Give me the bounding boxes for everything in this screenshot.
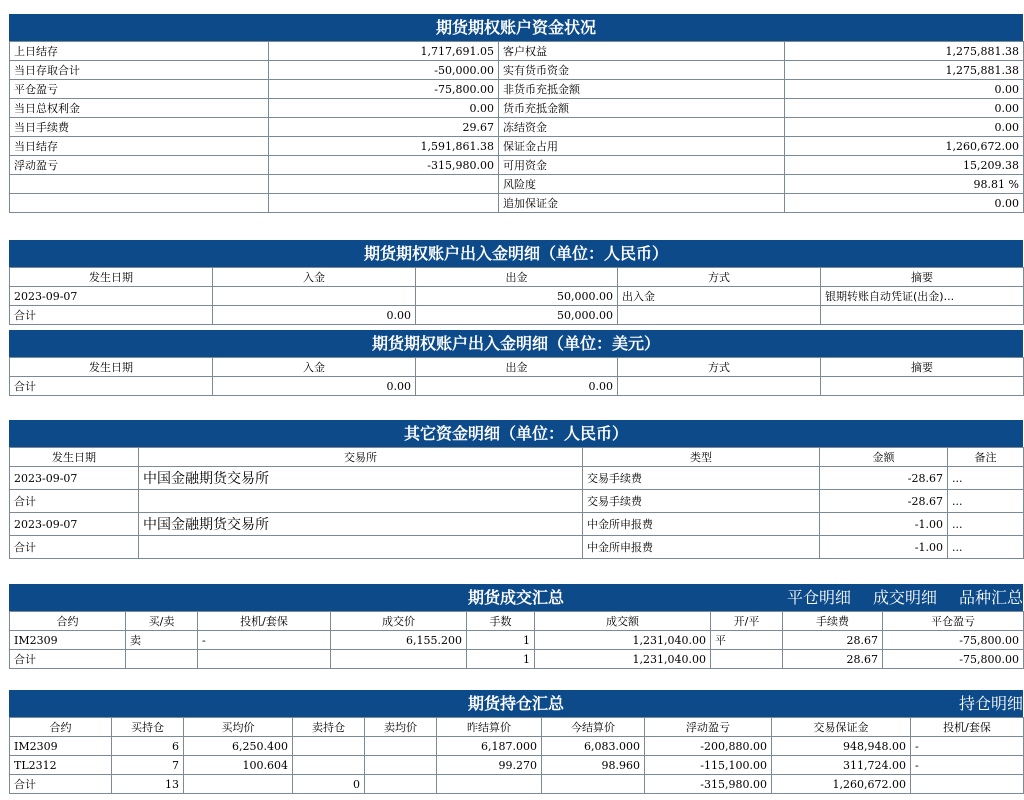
table-cell: -315,980.00 (269, 156, 499, 175)
table-cell: 2023-09-07 (10, 467, 139, 490)
position-row (10, 775, 1024, 794)
table-cell (618, 306, 821, 325)
table-cell: 交易手续费 (583, 490, 820, 513)
table-cell: 2023-09-07 (10, 287, 213, 306)
column-header: 入金 (213, 358, 416, 377)
table-cell (365, 775, 437, 794)
column-header: 卖持仓 (293, 718, 365, 737)
table-cell: 可用资金 (499, 156, 785, 175)
account-row (10, 42, 1024, 61)
table-cell: 0.00 (785, 80, 1024, 99)
table-cell: 当日手续费 (10, 118, 269, 137)
trade-row (10, 650, 1024, 669)
table-cell: 50,000.00 (416, 306, 618, 325)
header-link[interactable]: 平仓明细 (786, 588, 851, 607)
column-header: 买/卖 (126, 612, 198, 631)
table-cell (365, 756, 437, 775)
table-cell: IM2309 (10, 631, 126, 650)
account-status-table (9, 41, 1024, 213)
other-funds-row (10, 513, 1024, 536)
table-cell: 50,000.00 (416, 287, 618, 306)
column-header: 买持仓 (112, 718, 184, 737)
table-cell: 1 (467, 650, 535, 669)
table-cell: -75,800.00 (883, 650, 1024, 669)
column-header: 发生日期 (10, 448, 139, 467)
table-cell: 当日结存 (10, 137, 269, 156)
table-cell: - (911, 737, 1024, 756)
table-cell: 98.960 (542, 756, 645, 775)
table-cell (139, 490, 583, 513)
account-row (10, 61, 1024, 80)
trades-table (9, 611, 1024, 669)
table-cell: 中国金融期货交易所 (139, 513, 583, 536)
trades-links (765, 584, 1023, 611)
column-header: 手续费 (783, 612, 883, 631)
table-cell (911, 775, 1024, 794)
table-cell (711, 650, 783, 669)
table-cell: 99.270 (437, 756, 542, 775)
table-cell: 风险度 (499, 175, 785, 194)
table-cell (365, 737, 437, 756)
table-cell: 1,591,861.38 (269, 137, 499, 156)
column-header: 买均价 (184, 718, 293, 737)
column-header: 合约 (10, 718, 112, 737)
table-cell: 1 (467, 631, 535, 650)
table-cell: 实有货币资金 (499, 61, 785, 80)
position-row (10, 756, 1024, 775)
table-cell: 100.604 (184, 756, 293, 775)
column-header: 成交价 (331, 612, 467, 631)
table-cell (269, 194, 499, 213)
table-cell: 合计 (10, 377, 213, 396)
cny-flow-row (10, 306, 1024, 325)
column-header: 金额 (820, 448, 948, 467)
usd-flow-row (10, 377, 1024, 396)
table-cell: 0 (293, 775, 365, 794)
account-row (10, 118, 1024, 137)
table-cell: -28.67 (820, 467, 948, 490)
table-cell: ... (948, 490, 1024, 513)
other-funds-table (9, 447, 1024, 559)
table-cell (331, 650, 467, 669)
account-status-title: 期货期权账户资金状况 (9, 14, 1023, 41)
column-header: 浮动盈亏 (645, 718, 772, 737)
table-cell: -315,980.00 (645, 775, 772, 794)
table-cell: 1,260,672.00 (772, 775, 911, 794)
table-cell (293, 756, 365, 775)
table-cell (821, 377, 1024, 396)
other-funds-row (10, 536, 1024, 559)
table-cell: 1,275,881.38 (785, 61, 1024, 80)
table-cell: 货币充抵金额 (499, 99, 785, 118)
table-cell (139, 536, 583, 559)
table-cell (198, 650, 331, 669)
table-cell (542, 775, 645, 794)
usd-flow-title: 期货期权账户出入金明细（单位：美元） (9, 330, 1023, 357)
table-cell: 上日结存 (10, 42, 269, 61)
column-header: 发生日期 (10, 358, 213, 377)
table-cell: -200,880.00 (645, 737, 772, 756)
table-cell: 1,275,881.38 (785, 42, 1024, 61)
table-cell: -28.67 (820, 490, 948, 513)
table-cell: 6,250.400 (184, 737, 293, 756)
other-funds-title: 其它资金明细（单位：人民币） (9, 420, 1023, 447)
trades-section (9, 584, 1023, 669)
table-cell (10, 194, 269, 213)
column-header: 昨结算价 (437, 718, 542, 737)
table-cell (10, 175, 269, 194)
table-cell: -50,000.00 (269, 61, 499, 80)
column-header: 平仓盈亏 (883, 612, 1024, 631)
column-header: 方式 (618, 268, 821, 287)
cny-flow-section (9, 240, 1023, 325)
header-link[interactable]: 成交明细 (872, 588, 937, 607)
table-cell (293, 737, 365, 756)
table-cell: 0.00 (785, 99, 1024, 118)
account-row (10, 137, 1024, 156)
table-cell: 0.00 (785, 194, 1024, 213)
table-cell: 1,260,672.00 (785, 137, 1024, 156)
table-cell (184, 775, 293, 794)
account-row (10, 99, 1024, 118)
table-cell (618, 377, 821, 396)
cny-flow-title: 期货期权账户出入金明细（单位：人民币） (9, 240, 1023, 267)
table-cell: 合计 (10, 306, 213, 325)
table-cell: -115,100.00 (645, 756, 772, 775)
table-cell: -1.00 (820, 513, 948, 536)
table-cell: - (911, 756, 1024, 775)
table-cell: -75,800.00 (883, 631, 1024, 650)
table-cell: 0.00 (416, 377, 618, 396)
table-cell: 中金所申报费 (583, 536, 820, 559)
account-status-section (9, 14, 1023, 213)
column-header: 方式 (618, 358, 821, 377)
column-header: 摘要 (821, 268, 1024, 287)
table-cell: 29.67 (269, 118, 499, 137)
table-cell: 浮动盈亏 (10, 156, 269, 175)
table-cell: 15,209.38 (785, 156, 1024, 175)
table-cell: 6,187.000 (437, 737, 542, 756)
position-row (10, 737, 1024, 756)
table-cell: 0.00 (213, 377, 416, 396)
trades-title: 期货成交汇总 (467, 588, 564, 607)
table-cell: 中国金融期货交易所 (139, 467, 583, 490)
table-cell: IM2309 (10, 737, 112, 756)
table-cell (437, 775, 542, 794)
table-cell: 平仓盈亏 (10, 80, 269, 99)
header-link[interactable]: 持仓明细 (958, 694, 1023, 713)
trade-row (10, 631, 1024, 650)
table-cell: TL2312 (10, 756, 112, 775)
usd-flow-section (9, 330, 1023, 396)
table-cell: 13 (112, 775, 184, 794)
column-header: 发生日期 (10, 268, 213, 287)
column-header: 手数 (467, 612, 535, 631)
column-header: 摘要 (821, 358, 1024, 377)
table-cell: 948,948.00 (772, 737, 911, 756)
table-cell: ... (948, 536, 1024, 559)
account-row (10, 194, 1024, 213)
table-cell: 6,155.200 (331, 631, 467, 650)
column-header: 卖均价 (365, 718, 437, 737)
table-cell: 冻结资金 (499, 118, 785, 137)
table-cell: - (198, 631, 331, 650)
column-header: 今结算价 (542, 718, 645, 737)
positions-section (9, 690, 1023, 794)
table-cell: 中金所申报费 (583, 513, 820, 536)
table-cell: 合计 (10, 536, 139, 559)
positions-table (9, 717, 1024, 794)
account-row (10, 175, 1024, 194)
cny-flow-table (9, 267, 1024, 325)
table-cell: ... (948, 467, 1024, 490)
column-header: 交易保证金 (772, 718, 911, 737)
table-cell: 银期转账自动凭证(出金)... (821, 287, 1024, 306)
table-cell: 311,724.00 (772, 756, 911, 775)
table-cell: 0.00 (213, 306, 416, 325)
table-cell: 当日总权利金 (10, 99, 269, 118)
table-cell: 2023-09-07 (10, 513, 139, 536)
table-cell: 1,717,691.05 (269, 42, 499, 61)
table-cell: 合计 (10, 490, 139, 513)
table-cell: 7 (112, 756, 184, 775)
table-cell: 出入金 (618, 287, 821, 306)
table-cell: 6,083.000 (542, 737, 645, 756)
table-cell: 6 (112, 737, 184, 756)
column-header: 备注 (948, 448, 1024, 467)
table-cell: 28.67 (783, 650, 883, 669)
table-cell: 客户权益 (499, 42, 785, 61)
table-cell: -1.00 (820, 536, 948, 559)
column-header: 合约 (10, 612, 126, 631)
table-cell: 1,231,040.00 (535, 650, 711, 669)
positions-links (937, 690, 1023, 717)
column-header: 出金 (416, 268, 618, 287)
other-funds-section (9, 420, 1023, 559)
column-header: 成交额 (535, 612, 711, 631)
column-header: 投机/套保 (198, 612, 331, 631)
table-cell: 合计 (10, 775, 112, 794)
other-funds-row (10, 490, 1024, 513)
account-row (10, 80, 1024, 99)
table-cell: 交易手续费 (583, 467, 820, 490)
table-cell (213, 287, 416, 306)
table-cell (269, 175, 499, 194)
column-header: 入金 (213, 268, 416, 287)
table-cell: 合计 (10, 650, 126, 669)
column-header: 投机/套保 (911, 718, 1024, 737)
table-cell (126, 650, 198, 669)
column-header: 出金 (416, 358, 618, 377)
table-cell: -75,800.00 (269, 80, 499, 99)
usd-flow-table (9, 357, 1024, 396)
cny-flow-row (10, 287, 1024, 306)
column-header: 交易所 (139, 448, 583, 467)
header-link[interactable]: 品种汇总 (958, 588, 1023, 607)
table-cell: 98.81 % (785, 175, 1024, 194)
table-cell: 0.00 (269, 99, 499, 118)
table-cell: 卖 (126, 631, 198, 650)
column-header: 类型 (583, 448, 820, 467)
column-header: 开/平 (711, 612, 783, 631)
positions-title: 期货持仓汇总 (467, 694, 564, 713)
table-cell: 1,231,040.00 (535, 631, 711, 650)
table-cell: 当日存取合计 (10, 61, 269, 80)
table-cell (821, 306, 1024, 325)
account-row (10, 156, 1024, 175)
table-cell: 28.67 (783, 631, 883, 650)
other-funds-row (10, 467, 1024, 490)
table-cell: 平 (711, 631, 783, 650)
table-cell: 非货币充抵金额 (499, 80, 785, 99)
table-cell: 保证金占用 (499, 137, 785, 156)
table-cell: 0.00 (785, 118, 1024, 137)
table-cell: 追加保证金 (499, 194, 785, 213)
table-cell: ... (948, 513, 1024, 536)
